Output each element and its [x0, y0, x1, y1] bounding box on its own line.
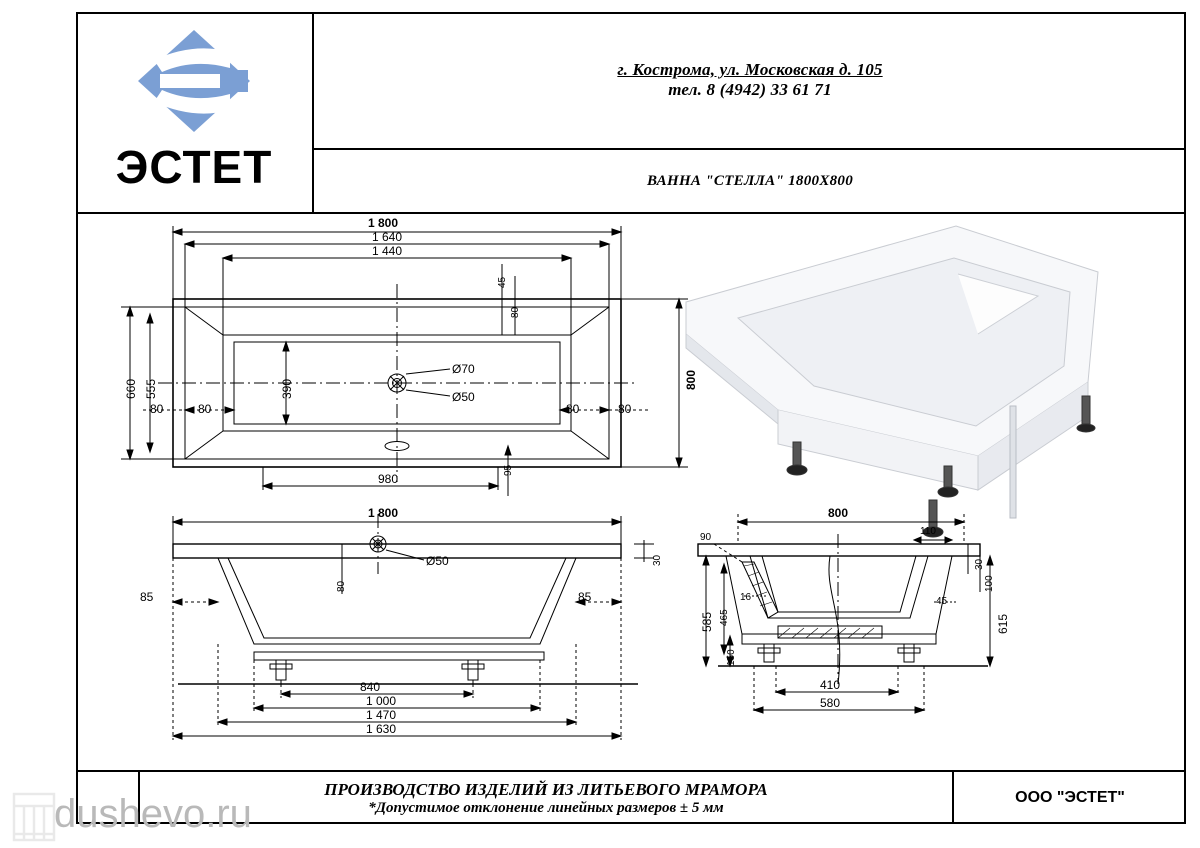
dim-front-d50: Ø50	[426, 554, 449, 568]
dim-top-d70: Ø70	[452, 362, 475, 376]
dim-front-85-left: 85	[140, 590, 154, 604]
dim-top-800: 800	[684, 369, 698, 390]
dim-top-1640: 1 640	[372, 230, 403, 244]
dim-top-45: 45	[497, 276, 508, 288]
dim-side-30: 30	[974, 558, 985, 570]
dim-front-1800: 1 800	[368, 506, 399, 520]
estet-logo-icon	[134, 26, 254, 136]
dim-front-85-right: 85	[578, 590, 592, 604]
company-name: ООО "ЭСТЕТ"	[1015, 789, 1125, 806]
dim-top-80-right: 80	[566, 402, 580, 416]
dim-side-410: 410	[820, 678, 841, 692]
footer-line-1: ПРОИЗВОДСТВО ИЗДЕЛИЙ ИЗ ЛИТЬЕВОГО МРАМОРА	[324, 779, 768, 799]
dim-side-580: 580	[820, 696, 841, 710]
dim-top-390: 390	[280, 378, 294, 399]
dim-side-90: 90	[700, 532, 712, 543]
dim-top-d50: Ø50	[452, 390, 475, 404]
dim-top-1800: 1 800	[368, 216, 399, 230]
dim-top-80-top: 80	[510, 306, 521, 318]
dim-front-1470: 1 470	[366, 708, 397, 722]
dim-front-80: 80	[336, 580, 347, 592]
watermark-text: dushevo.ru	[54, 792, 252, 836]
product-title-block	[314, 150, 1186, 214]
dim-top-80-left-2: 80	[198, 402, 212, 416]
dim-side-615: 615	[996, 613, 1010, 634]
footer-company-cell	[954, 772, 1186, 824]
drawing-area	[78, 214, 1184, 770]
dim-side-16: 16	[740, 592, 752, 603]
dim-side-465: 465	[719, 609, 730, 626]
dim-side-585: 585	[700, 611, 714, 632]
logo-wordmark: ЭСТЕТ	[115, 141, 273, 193]
dim-top-80-right-2: 80	[618, 402, 632, 416]
dim-top-1440: 1 440	[372, 244, 403, 258]
dim-top-980: 980	[378, 472, 399, 486]
dim-top-660: 660	[124, 378, 138, 399]
dim-front-30: 30	[652, 554, 663, 566]
dim-side-45: 45	[936, 596, 948, 607]
dim-side-800: 800	[828, 506, 849, 520]
address-line-2: тел. 8 (4942) 33 61 71	[668, 80, 832, 99]
dim-side-150: 150	[726, 649, 737, 666]
dim-side-110: 110	[920, 526, 936, 537]
dim-front-1630: 1 630	[366, 722, 397, 736]
dim-top-80-left: 80	[150, 402, 164, 416]
dim-front-840: 840	[360, 680, 381, 694]
dim-front-1000: 1 000	[366, 694, 397, 708]
footer-line-2: *Допустимое отклонение линейных размеров ± 5 мм	[368, 799, 724, 816]
technical-drawing	[78, 214, 1184, 770]
address-line-1: г. Кострома, ул. Московская д. 105	[617, 60, 883, 79]
dim-top-555: 555	[144, 378, 158, 399]
dim-top-95: 95	[503, 464, 514, 476]
page-title: ВАННА "СТЕЛЛА" 1800Х800	[646, 172, 854, 189]
logo-cell	[76, 12, 314, 214]
address-block	[314, 12, 1186, 150]
dim-side-100: 100	[984, 575, 995, 592]
